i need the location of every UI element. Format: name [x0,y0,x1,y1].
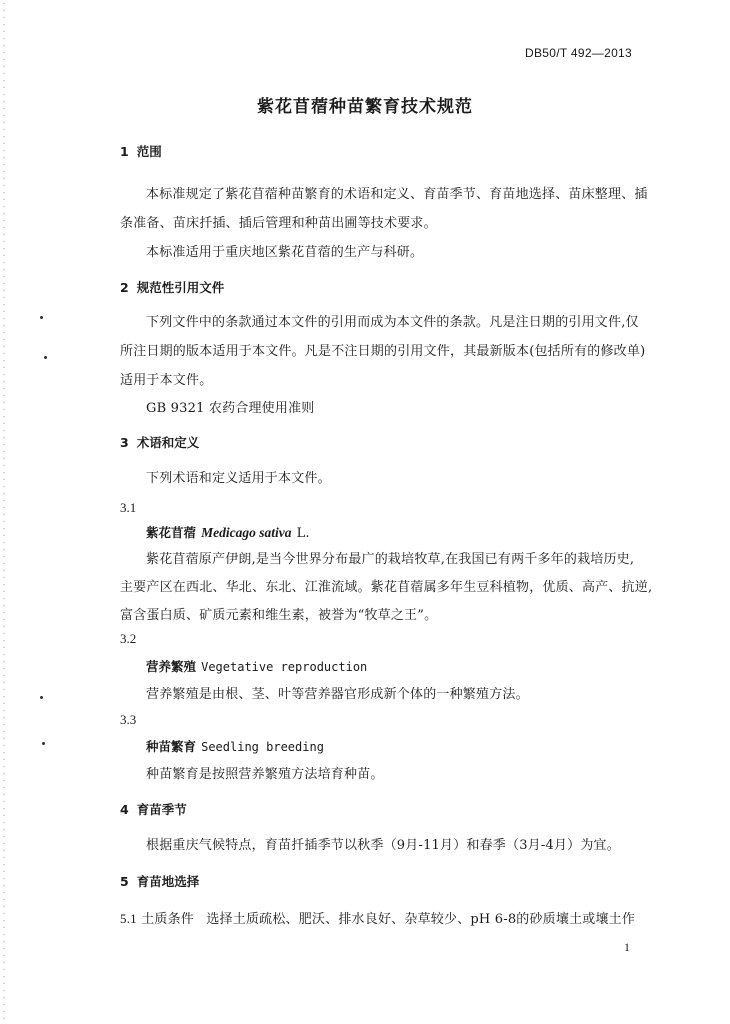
paragraph-line: 适用于本文件。 [120,373,213,388]
clause-number: 3.1 [120,500,137,515]
term-name: 种苗繁育 [146,739,197,754]
document-title: 紫花苜蓿种苗繁育技术规范 [257,97,473,117]
section-2-heading [120,278,224,296]
paragraph-line: 条准备、苗床扦插、插后管理和种苗出圃等技术要求。 [120,216,437,231]
page-number: 1 [624,940,630,954]
section-number: 2 [120,280,129,295]
definition-line: 种苗繁育是按照营养繁殖方法培育种苗。 [146,767,384,782]
term-english-name: Seedling breeding [201,740,324,754]
paragraph-line: 本标准适用于重庆地区紫花苜蓿的生产与科研。 [146,245,424,260]
clause-5-1 [120,908,635,927]
paragraph-line: 下列文件中的条款通过本文件的引用而成为本文件的条款。凡是注日期的引用文件,仅 [146,315,639,330]
clause-number: 3.3 [120,712,137,727]
term-heading [146,736,324,755]
term-name: 紫花苜蓿 [146,525,197,540]
section-5-heading [120,872,199,890]
term-heading [146,522,310,541]
section-title: 育苗地选择 [136,874,200,889]
section-title: 术语和定义 [136,435,200,450]
definition-line: 主要产区在西北、华北、东北、江淮流域。紫花苜蓿属多年生豆科植物，优质、高产、抗逆, [120,580,653,595]
section-number: 3 [120,435,129,450]
standard-number: DB50/T 492—2013 [524,46,632,60]
section-number: 4 [120,802,129,817]
normative-reference: GB 9321 农药合理使用准则 [146,401,315,416]
term-latin-name: Medicago sativa [201,525,292,540]
definition-line: 紫花苜蓿原产伊朗,是当今世界分布最广的栽培牧草,在我国已有两千多年的栽培历史, [146,552,635,567]
term-english-name: Vegetative reproduction [201,660,368,674]
paragraph-line: 所注日期的版本适用于本文件。凡是不注日期的引用文件，其最新版本(包括所有的修改单) [120,344,646,359]
definition-line: 营养繁殖是由根、茎、叶等营养器官形成新个体的一种繁殖方法。 [146,687,529,702]
section-number: 5 [120,874,129,889]
paragraph-line: 本标准规定了紫花苜蓿种苗繁育的术语和定义、育苗季节、育苗地选择、苗床整理、插 [146,187,648,202]
section-title: 育苗季节 [136,802,187,817]
section-title: 规范性引用文件 [136,280,225,295]
term-heading [146,656,367,675]
definition-line: 富含蛋白质、矿质元素和维生素，被誉为“牧草之王”。 [120,608,438,623]
paragraph-line: 根据重庆气候特点，育苗扦插季节以秋季（9月-11月）和春季（3月-4月）为宜。 [146,838,620,853]
scan-speck [40,696,43,699]
scan-speck [44,356,47,359]
clause-number: 3.2 [120,631,137,646]
section-4-heading [120,800,187,818]
section-3-heading [120,433,199,451]
term-name: 营养繁殖 [146,659,197,674]
scan-speck [42,742,45,745]
clause-text: 选择土质疏松、肥沃、排水良好、杂草较少、pH 6-8的砂质壤土或壤土作 [206,912,636,927]
term-author: L. [296,526,310,541]
paragraph-line: 下列术语和定义适用于本文件。 [146,471,331,486]
section-number: 1 [120,144,129,159]
section-title: 范围 [136,144,162,159]
clause-number: 5.1 [120,911,137,926]
clause-label: 土质条件 [141,912,195,927]
scan-speck [40,316,43,319]
scan-edge-artifact [0,0,8,1024]
section-1-heading [120,142,162,160]
